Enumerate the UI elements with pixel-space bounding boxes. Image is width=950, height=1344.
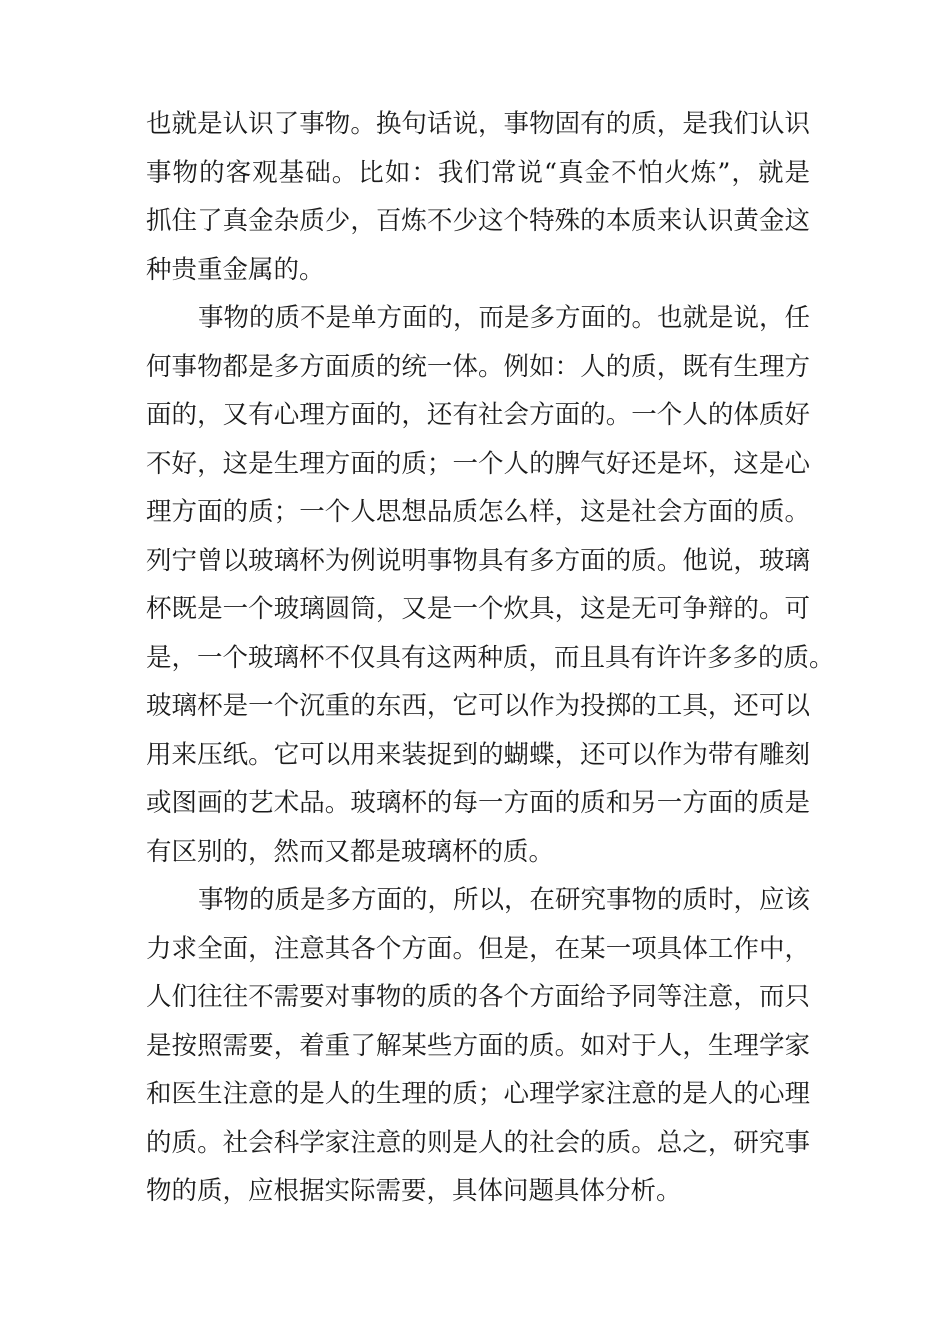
text-line: 也就是认识了事物。换句话说，事物固有的质，是我们认识 bbox=[146, 109, 810, 139]
text-line: 列宁曾以玻璃杯为例说明事物具有多方面的质。他说，玻璃 bbox=[146, 545, 810, 576]
paragraph-1 bbox=[146, 100, 810, 294]
paragraph-2 bbox=[146, 294, 835, 876]
text-line: 或图画的艺术品。玻璃杯的每一方面的质和另一方面的质是 bbox=[146, 788, 810, 818]
text-line: 和医生注意的是人的生理的质；心理学家注意的是人的心理 bbox=[146, 1079, 810, 1109]
text-line: 有区别的，然而又都是玻璃杯的质。 bbox=[146, 836, 555, 867]
text-line: 抓住了真金杂质少，百炼不少这个特殊的本质来认识黄金这 bbox=[146, 206, 810, 236]
text-line: 理方面的质；一个人思想品质怎么样，这是社会方面的质。 bbox=[146, 497, 810, 527]
text-line: 杯既是一个玻璃圆筒，又是一个炊具，这是无可争辩的。可 bbox=[146, 594, 810, 624]
text-line: 物的质，应根据实际需要，具体问题具体分析。 bbox=[146, 1176, 682, 1206]
text-line: 的质。社会科学家注意的则是人的社会的质。总之，研究事 bbox=[146, 1127, 810, 1158]
text-line: 是按照需要，着重了解某些方面的质。如对于人，生理学家 bbox=[146, 1030, 810, 1061]
text-line: 事物的客观基础。比如：我们常说“真金不怕火炼”，就是 bbox=[146, 157, 810, 188]
text-line: 人们往往不需要对事物的质的各个方面给予同等注意，而只 bbox=[146, 982, 810, 1012]
text-line: 种贵重金属的。 bbox=[146, 254, 325, 285]
text-line: 面的，又有心理方面的，还有社会方面的。一个人的体质好 bbox=[146, 400, 810, 430]
text-line: 何事物都是多方面质的统一体。例如：人的质，既有生理方 bbox=[146, 351, 810, 382]
text-line: 是，一个玻璃杯不仅具有这两种质，而且具有许许多多的质。 bbox=[146, 642, 835, 673]
text-line: 事物的质是多方面的，所以，在研究事物的质时，应该 bbox=[198, 885, 811, 915]
text-line: 力求全面，注意其各个方面。但是，在某一项具体工作中， bbox=[146, 933, 810, 964]
text-line: 事物的质不是单方面的，而是多方面的。也就是说，任 bbox=[198, 303, 811, 333]
text-line: 用来压纸。它可以用来装捉到的蝴蝶，还可以作为带有雕刻 bbox=[146, 739, 810, 770]
paragraph-3 bbox=[146, 876, 810, 1216]
text-line: 不好，这是生理方面的质；一个人的脾气好还是坏，这是心 bbox=[146, 448, 810, 479]
document-body bbox=[146, 100, 835, 1216]
text-line: 玻璃杯是一个沉重的东西，它可以作为投掷的工具，还可以 bbox=[146, 691, 810, 721]
